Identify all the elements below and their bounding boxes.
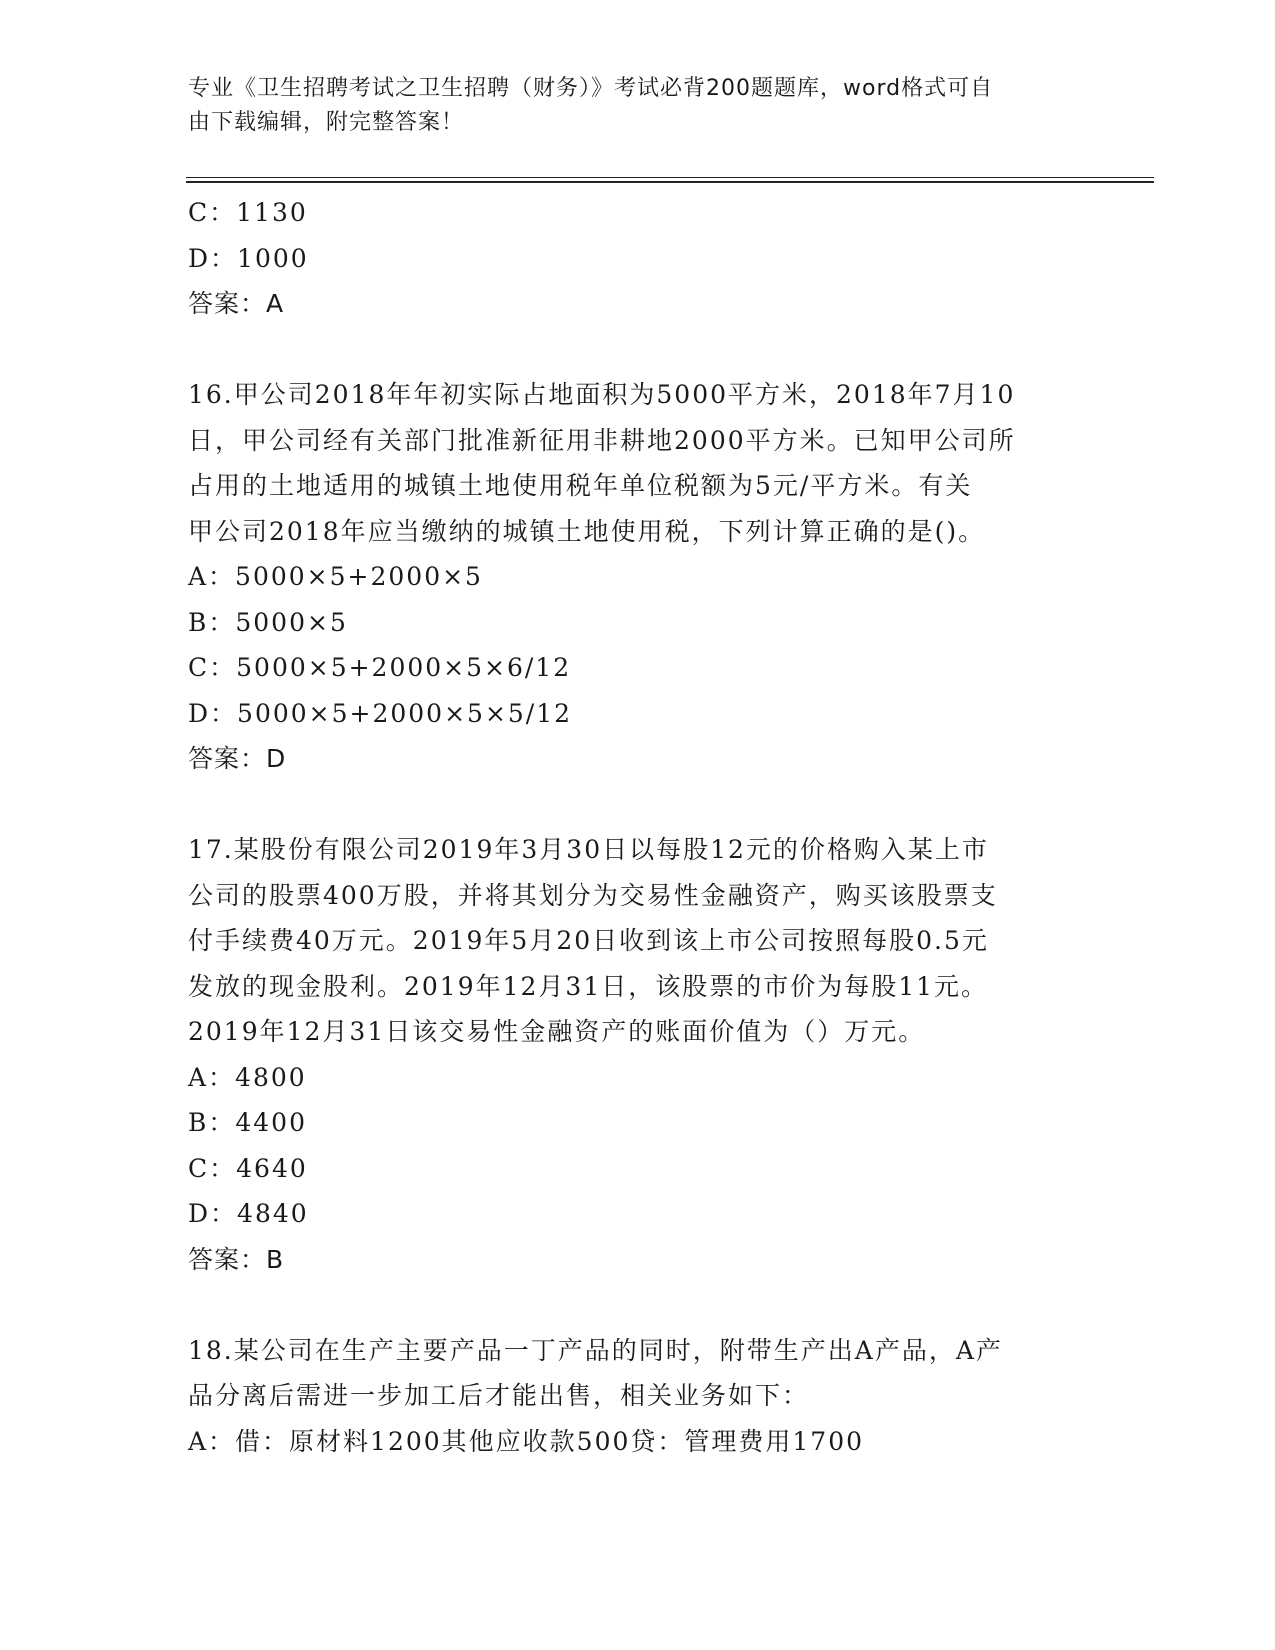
q16-answer: 答案：D (188, 744, 287, 773)
q17-text-line-3: 付手续费40万元。2019年5月20日收到该上市公司按照每股0.5元 (188, 926, 989, 955)
q16-option-d: D：5000×5+2000×5×5/12 (188, 698, 573, 728)
header-rule-thin (186, 177, 1154, 178)
page-header (188, 72, 1068, 140)
q18-option-a: A：借：原材料1200其他应收款500贷：管理费用1700 (188, 1426, 865, 1456)
document-body (188, 190, 1088, 1464)
q16-option-a: A：5000×5+2000×5 (188, 562, 483, 591)
q17-option-c: C：4640 (188, 1153, 308, 1183)
header-rule-thick (186, 181, 1154, 183)
q16-text-line-2: 日，甲公司经有关部门批准新征用非耕地2000平方米。已知甲公司所 (188, 425, 1016, 455)
q16-text-line-4: 甲公司2018年应当缴纳的城镇土地使用税，下列计算正确的是()。 (188, 516, 986, 546)
q18-text-line-2: 品分离后需进一步加工后才能出售，相关业务如下： (188, 1381, 810, 1410)
q17-text-line-5: 2019年12月31日该交易性金融资产的账面价值为（）万元。 (188, 1017, 926, 1046)
q15-option-c: C：1130 (188, 198, 308, 227)
q17-option-b: B：4400 (188, 1108, 307, 1137)
q16-option-c: C：5000×5+2000×5×6/12 (188, 653, 572, 682)
q16-option-b: B：5000×5 (188, 607, 348, 637)
header-line-1: 专业《卫生招聘考试之卫生招聘（财务）》考试必背200题题库，word格式可自 (188, 76, 994, 101)
q17-answer: 答案：B (188, 1244, 285, 1274)
q16-text-line-3: 占用的土地适用的城镇土地使用税年单位税额为5元/平方米。有关 (188, 471, 973, 500)
spacer (188, 782, 1088, 828)
q17-option-a: A：4800 (188, 1062, 307, 1092)
spacer (188, 327, 1088, 373)
q18-text-line-1: 18.某公司在生产主要产品一丁产品的同时，附带生产出A产品，A产 (188, 1335, 1003, 1365)
q17-text-line-2: 公司的股票400万股，并将其划分为交易性金融资产，购买该股票支 (188, 880, 998, 910)
header-line-2: 由下载编辑，附完整答案！ (188, 110, 465, 135)
spacer (188, 1282, 1088, 1328)
q17-text-line-1: 17.某股份有限公司2019年3月30日以每股12元的价格购入某上市 (188, 835, 989, 864)
q15-answer: 答案：A (188, 289, 285, 318)
q16-text-line-1: 16.甲公司2018年年初实际占地面积为5000平方米，2018年7月10 (188, 380, 1016, 409)
q15-option-d: D：1000 (188, 243, 309, 273)
q17-text-line-4: 发放的现金股利。2019年12月31日，该股票的市价为每股11元。 (188, 971, 989, 1001)
q17-option-d: D：4840 (188, 1199, 309, 1228)
